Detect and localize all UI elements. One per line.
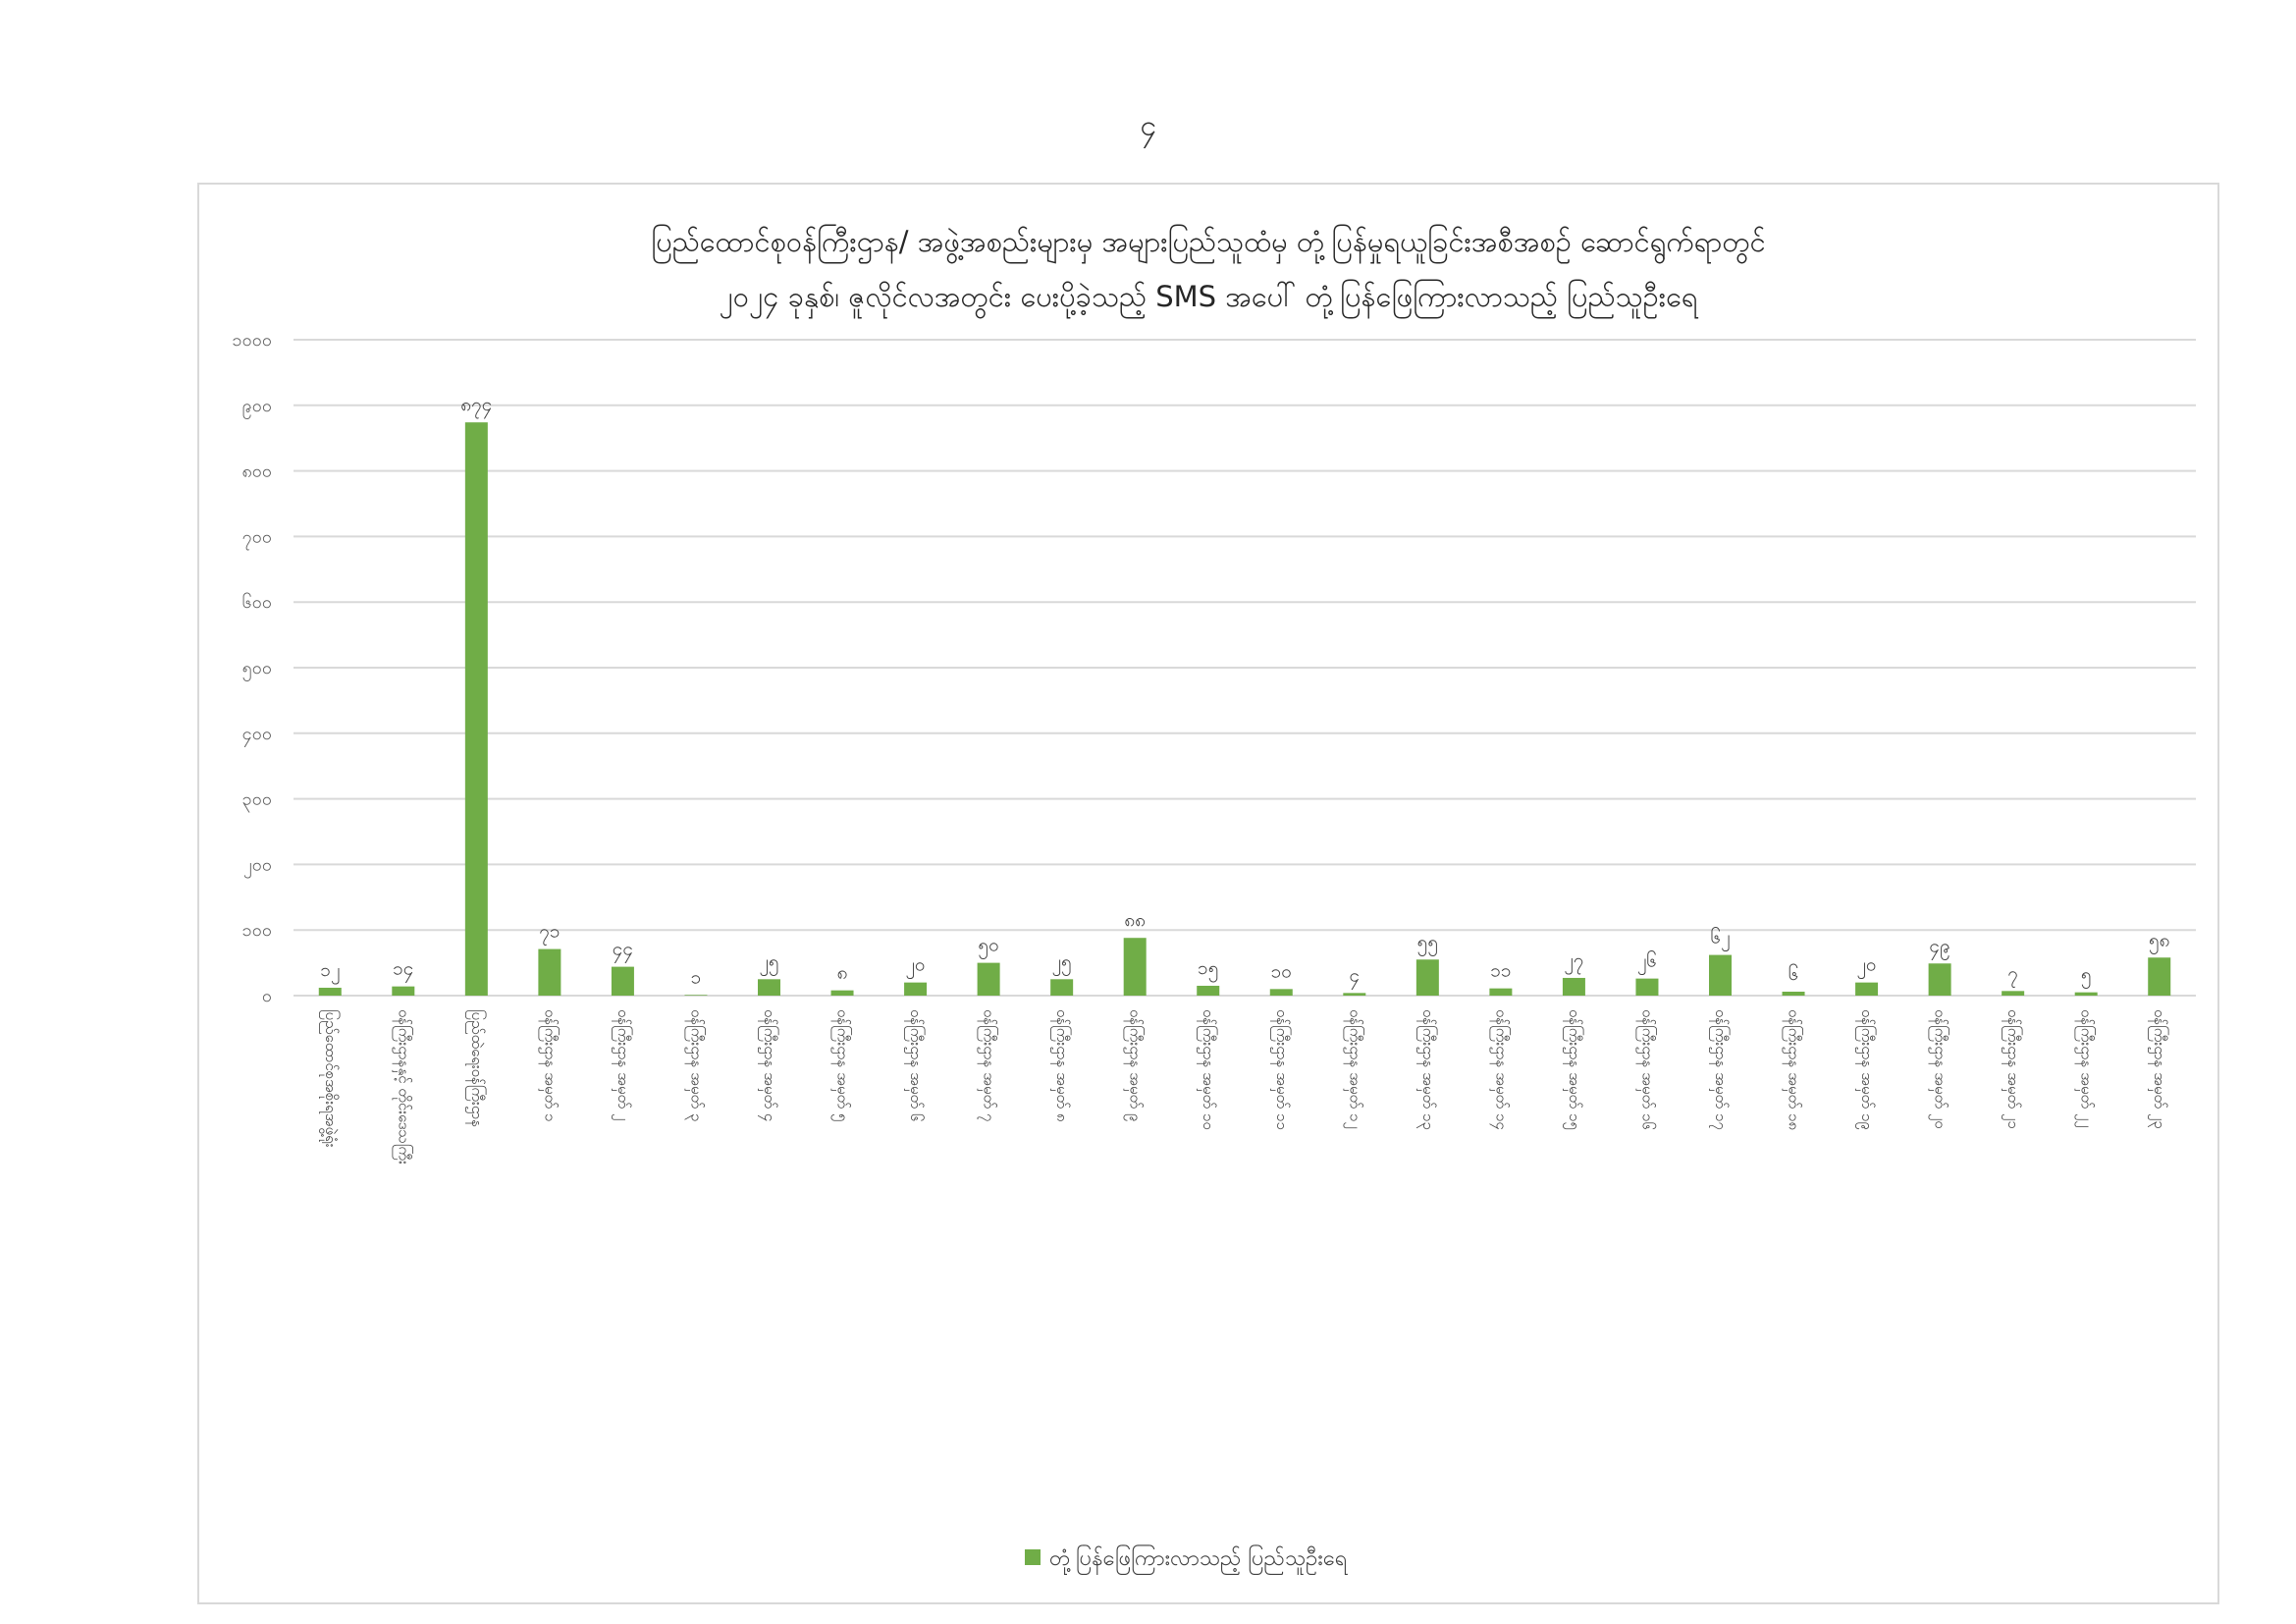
bar xyxy=(1050,979,1073,996)
bar-value-label: ၆၂ xyxy=(1710,926,1731,948)
chart-frame xyxy=(197,183,2219,1604)
bar-value-label: ၁ xyxy=(690,966,702,989)
legend-label: တုံ့ပြန်ဖြေကြားလာသည့် ပြည်သူဦးရေ xyxy=(1049,1546,1348,1571)
x-category-label: ဝန်ကြီးဌာန အမှတ် ၃ xyxy=(687,1009,706,1122)
chart-title-line-2: ၂၀၂၄ ခုနှစ်၊ ဇူလိုင်လအတွင်း ပေးပို့ခဲ့သည့် SMS အပေါ် တုံ့ပြန်ဖြေကြားလာသည့် ပြည်သူဦးရေ xyxy=(719,280,1698,313)
bar xyxy=(758,979,780,996)
x-category-label: ဝန်ကြီးဌာန အမှတ် ၂ xyxy=(614,1009,632,1121)
bar xyxy=(2002,991,2024,996)
x-category-label: ဝန်ကြီးဌာနနှင့် တိုင်းဒေသကြီး xyxy=(395,1009,413,1164)
bar xyxy=(1416,959,1439,996)
bar xyxy=(1855,983,1878,996)
x-category-label: ဝန်ကြီးဌာန အမှတ် ၁၈ xyxy=(1785,1009,1803,1130)
bar xyxy=(1563,978,1585,996)
bar xyxy=(2075,993,2098,996)
bar xyxy=(2148,957,2170,996)
bar-chart xyxy=(199,185,2217,1602)
bar-value-label: ၁၀ xyxy=(1270,960,1292,983)
bar-value-label: ၇၁ xyxy=(539,920,561,943)
x-category-label: ဝန်ကြီးဌာန အမှတ် ၈ xyxy=(1053,1009,1072,1122)
x-category-label: ဝန်ကြီးဌာန အမှတ် ၂၁ xyxy=(2004,1009,2023,1129)
x-category-label: ဝန်ကြီးဌာန အမှတ် ၇ xyxy=(980,1009,998,1122)
x-category-label: ဝန်ကြီးဌာန အမှတ် ၆ xyxy=(907,1009,926,1122)
y-tick-label: ၁၀၀၀ xyxy=(232,330,272,351)
x-category-label: ဝန်ကြီးဌာန အမှတ် ၁၄ xyxy=(1492,1009,1511,1130)
x-category-label: ပြည်ထောင်စုအစိုးရအဖွဲ့ရုံး xyxy=(321,1009,340,1148)
y-tick-label: ၄၀၀ xyxy=(241,723,272,744)
bar xyxy=(612,967,634,996)
y-tick-label: ၃၀၀ xyxy=(241,788,272,810)
data-labels xyxy=(320,394,2169,990)
bar-value-label: ၄ xyxy=(1349,964,1361,987)
bar xyxy=(392,987,414,996)
bar-value-label: ၂၀ xyxy=(1856,953,1877,976)
y-tick-label: ၂၀၀ xyxy=(242,854,272,876)
bar-value-label: ၅၈ xyxy=(2148,929,2170,951)
bar xyxy=(1929,963,1951,996)
y-tick-label: ၁၀၀ xyxy=(241,920,272,942)
y-tick-label: ၈၀၀ xyxy=(241,460,272,482)
bar xyxy=(1124,938,1147,996)
x-category-label: ဝန်ကြီးဌာန အမှတ် ၁၆ xyxy=(1638,1009,1657,1130)
bar-value-label: ၁၂ xyxy=(320,958,341,981)
bar-value-label: ၂၅ xyxy=(1051,950,1072,973)
legend-swatch xyxy=(1025,1549,1041,1565)
x-category-label: ဝန်ကြီးဌာန အမှတ် ၅ xyxy=(833,1009,852,1122)
x-axis-category-labels xyxy=(319,1009,2169,1164)
y-tick-label: ၆၀၀ xyxy=(241,592,272,614)
bar-value-label: ၂၇ xyxy=(1564,948,1584,971)
bar xyxy=(1635,979,1658,996)
bar xyxy=(1343,993,1365,996)
bar-value-label: ၁၄ xyxy=(393,957,414,980)
bar xyxy=(1709,955,1732,996)
x-category-label: ဝန်ကြီးဌာန အမှတ် ၁ xyxy=(541,1009,560,1122)
x-category-label: ဝန်ကြီးဌာန အမှတ် ၂၂ xyxy=(2077,1009,2096,1128)
bar xyxy=(1197,986,1219,996)
bar-value-label: ၂၀ xyxy=(905,953,926,976)
x-category-label: ဝန်ကြီးဌာန အမှတ် ၉ xyxy=(1126,1009,1145,1122)
bar xyxy=(465,422,488,996)
y-tick-label: ၀ xyxy=(261,986,272,1006)
bar xyxy=(904,983,927,996)
x-category-label: ဝန်ကြီးဌာန အမှတ် ၁၃ xyxy=(1418,1009,1437,1130)
y-tick-label: ၇၀၀ xyxy=(241,526,272,548)
bar xyxy=(1783,992,1805,996)
bar-value-label: ၅၀ xyxy=(978,934,999,956)
bar xyxy=(978,963,1000,996)
x-category-label: ပြည်ထဲရေးဝန်ကြီးဌာန xyxy=(467,1009,486,1128)
page-number: ၄ xyxy=(1140,109,1156,143)
x-category-label: ဝန်ကြီးဌာန အမှတ် ၁၅ xyxy=(1565,1009,1583,1130)
bar xyxy=(831,991,854,996)
bars xyxy=(319,422,2170,996)
bar-value-label: ၅၅ xyxy=(1416,931,1439,953)
y-tick-label: ၅၀၀ xyxy=(241,658,272,678)
bar xyxy=(1489,989,1512,996)
bar-value-label: ၄၉ xyxy=(1929,935,1950,957)
bar-value-label: ၈ xyxy=(836,961,848,984)
bar-value-label: ၆ xyxy=(1788,962,1799,985)
bar-value-label: ၂၆ xyxy=(1636,949,1657,972)
bar-value-label: ၅ xyxy=(2080,963,2092,986)
y-axis-tick-labels xyxy=(233,330,273,1006)
x-category-label: ဝန်ကြီးဌာန အမှတ် ၁၁ xyxy=(1272,1009,1291,1130)
bar-value-label: ၁၅ xyxy=(1198,956,1219,979)
bar-value-label: ၇ xyxy=(2007,962,2018,985)
legend xyxy=(1025,1544,1348,1575)
x-category-label: ဝန်ကြီးဌာန အမှတ် ၁၇ xyxy=(1712,1009,1730,1130)
y-tick-label: ၉၀၀ xyxy=(241,395,272,416)
bar xyxy=(319,988,342,996)
x-category-label: ဝန်ကြီးဌာန အမှတ် ၁၉ xyxy=(1858,1009,1877,1130)
bar-value-label: ၁၁ xyxy=(1490,959,1512,982)
x-category-label: ဝန်ကြီးဌာန အမှတ် ၁၂ xyxy=(1346,1009,1364,1129)
bar xyxy=(538,949,561,996)
x-category-label: ဝန်ကြီးဌာန အမှတ် ၁၀ xyxy=(1200,1009,1218,1130)
bar-value-label: ၈၇၄ xyxy=(460,394,493,416)
gridlines xyxy=(294,340,2196,996)
x-category-label: ဝန်ကြီးဌာန အမှတ် ၂၃ xyxy=(2151,1009,2169,1129)
x-category-label: ဝန်ကြီးဌာန အမှတ် ၂၀ xyxy=(1931,1009,1949,1129)
bar xyxy=(684,995,707,996)
bar-value-label: ၈၈ xyxy=(1124,909,1147,932)
chart-title-line-1: ပြည်ထောင်စုဝန်ကြီးဌာန/ အဖွဲ့အစည်းများမှ အများပြည်သူထံမှ တုံ့ပြန်မှုရယူခြင်းအစီအစဉ် ဆောင်ရွက်ရာတွင် xyxy=(651,225,1766,258)
bar-value-label: ၂၅ xyxy=(759,950,779,973)
x-category-label: ဝန်ကြီးဌာန အမှတ် ၄ xyxy=(761,1009,778,1122)
bar xyxy=(1270,989,1293,996)
bar-value-label: ၄၄ xyxy=(612,938,634,960)
